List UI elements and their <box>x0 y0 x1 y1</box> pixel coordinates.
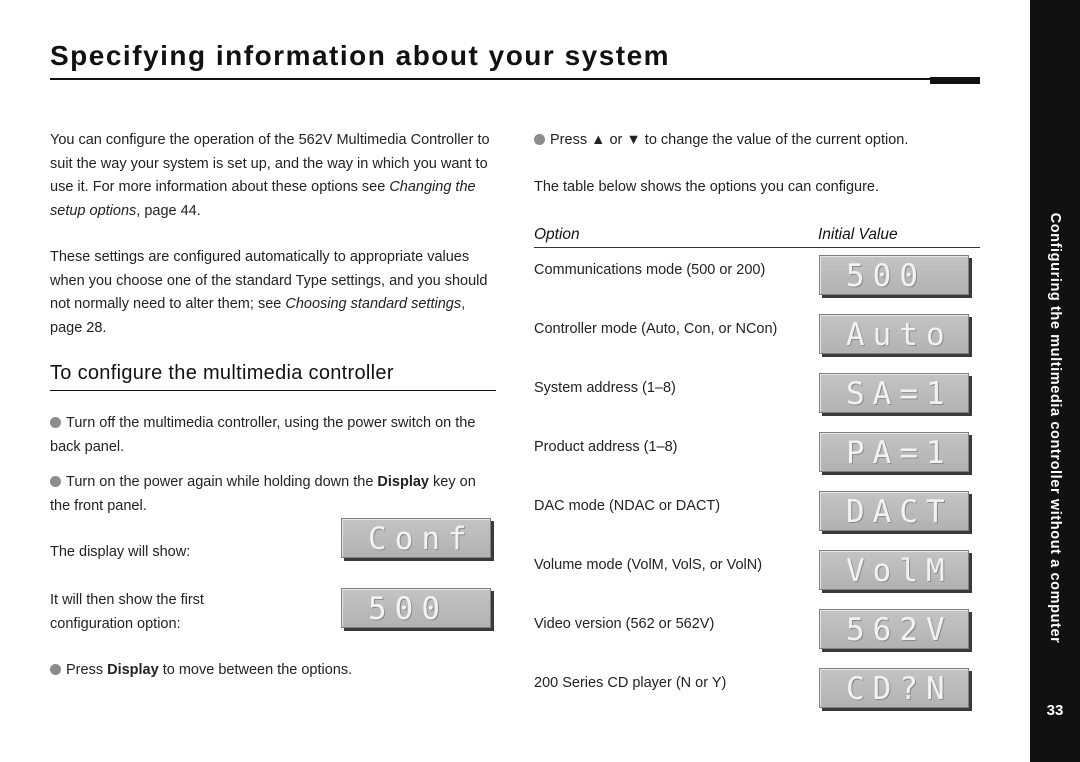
lcd-initial-value: VolM <box>819 550 969 590</box>
option-label: Communications mode (500 or 200) <box>534 262 766 278</box>
page-title: Specifying information about your system <box>50 40 671 71</box>
intro-paragraph-2 <box>50 246 495 340</box>
up-arrow-icon: ▲ <box>591 132 606 148</box>
option-label: 200 Series CD player (N or Y) <box>534 675 727 691</box>
intro-paragraph-1 <box>50 129 495 223</box>
cross-reference: Choosing standard settings <box>285 296 462 312</box>
lcd-display-conf: Conf <box>341 518 491 558</box>
step-text: or <box>605 132 627 148</box>
bullet-icon <box>50 417 61 428</box>
step-text: Press <box>66 662 108 678</box>
lcd-display-first-option: 500 <box>341 588 491 628</box>
cross-reference: Changing the setup options <box>50 179 476 219</box>
step-2 <box>50 471 495 518</box>
intro-text: You can configure the operation of the 562V Multimedia Controller to suit the way your system is set up, and the way in which you want to use it. For more information about these options see <box>50 132 490 195</box>
lcd-initial-value: 500 <box>819 255 969 295</box>
step-text: Turn on the power again while holding down the <box>66 474 378 490</box>
section-heading: To configure the multimedia controller <box>50 362 394 384</box>
step-text: Turn off the multimedia controller, using the power switch on the back panel. <box>50 415 476 455</box>
option-label: Controller mode (Auto, Con, or NCon) <box>534 321 778 337</box>
chapter-title: Configuring the multimedia controller without a computer <box>1047 212 1063 644</box>
lcd-initial-value: Auto <box>819 314 969 354</box>
option-label: Video version (562 or 562V) <box>534 616 715 632</box>
step-text: to move between the options. <box>158 662 353 678</box>
lcd-initial-value: PA=1 <box>819 432 969 472</box>
lcd-initial-value: CD?N <box>819 668 969 708</box>
display-will-show-text: The display will show: <box>50 544 191 560</box>
down-arrow-icon: ▼ <box>626 132 641 148</box>
bullet-icon <box>50 664 61 675</box>
column-header-initial-value: Initial Value <box>818 226 898 243</box>
step-3 <box>50 659 495 683</box>
title-underline-accent <box>930 77 980 84</box>
step-1 <box>50 412 495 459</box>
press-arrows-step <box>534 129 980 153</box>
lcd-initial-value: SA=1 <box>819 373 969 413</box>
step-text: Press <box>550 132 592 148</box>
intro-text: These settings are configured automatically to appropriate values when you choose one of the standard Type settings, and you should not normally need to alter them; see <box>50 249 488 312</box>
key-name: Display <box>107 662 159 678</box>
intro-text: , page 44. <box>136 202 201 219</box>
bullet-icon <box>534 134 545 145</box>
bullet-icon <box>50 476 61 487</box>
title-underline <box>50 78 980 80</box>
lcd-initial-value: 562V <box>819 609 969 649</box>
intro-text: , page 28. <box>50 296 466 336</box>
column-header-option: Option <box>534 226 580 243</box>
option-label: Product address (1–8) <box>534 439 678 455</box>
key-name: Display <box>377 474 430 490</box>
page-number: 33 <box>1046 702 1064 719</box>
table-header-rule <box>534 247 980 248</box>
option-label: DAC mode (NDAC or DACT) <box>534 498 721 514</box>
lcd-initial-value: DACT <box>819 491 969 531</box>
option-label: Volume mode (VolM, VolS, or VolN) <box>534 557 763 573</box>
section-underline <box>50 390 496 391</box>
table-intro: The table below shows the options you can configure. <box>534 179 879 195</box>
step-text: to change the value of the current option. <box>640 132 909 148</box>
step-text: key on the front panel. <box>50 474 476 514</box>
then-show-text: It will then show the first configuration option: <box>50 592 204 632</box>
option-label: System address (1–8) <box>534 380 676 396</box>
